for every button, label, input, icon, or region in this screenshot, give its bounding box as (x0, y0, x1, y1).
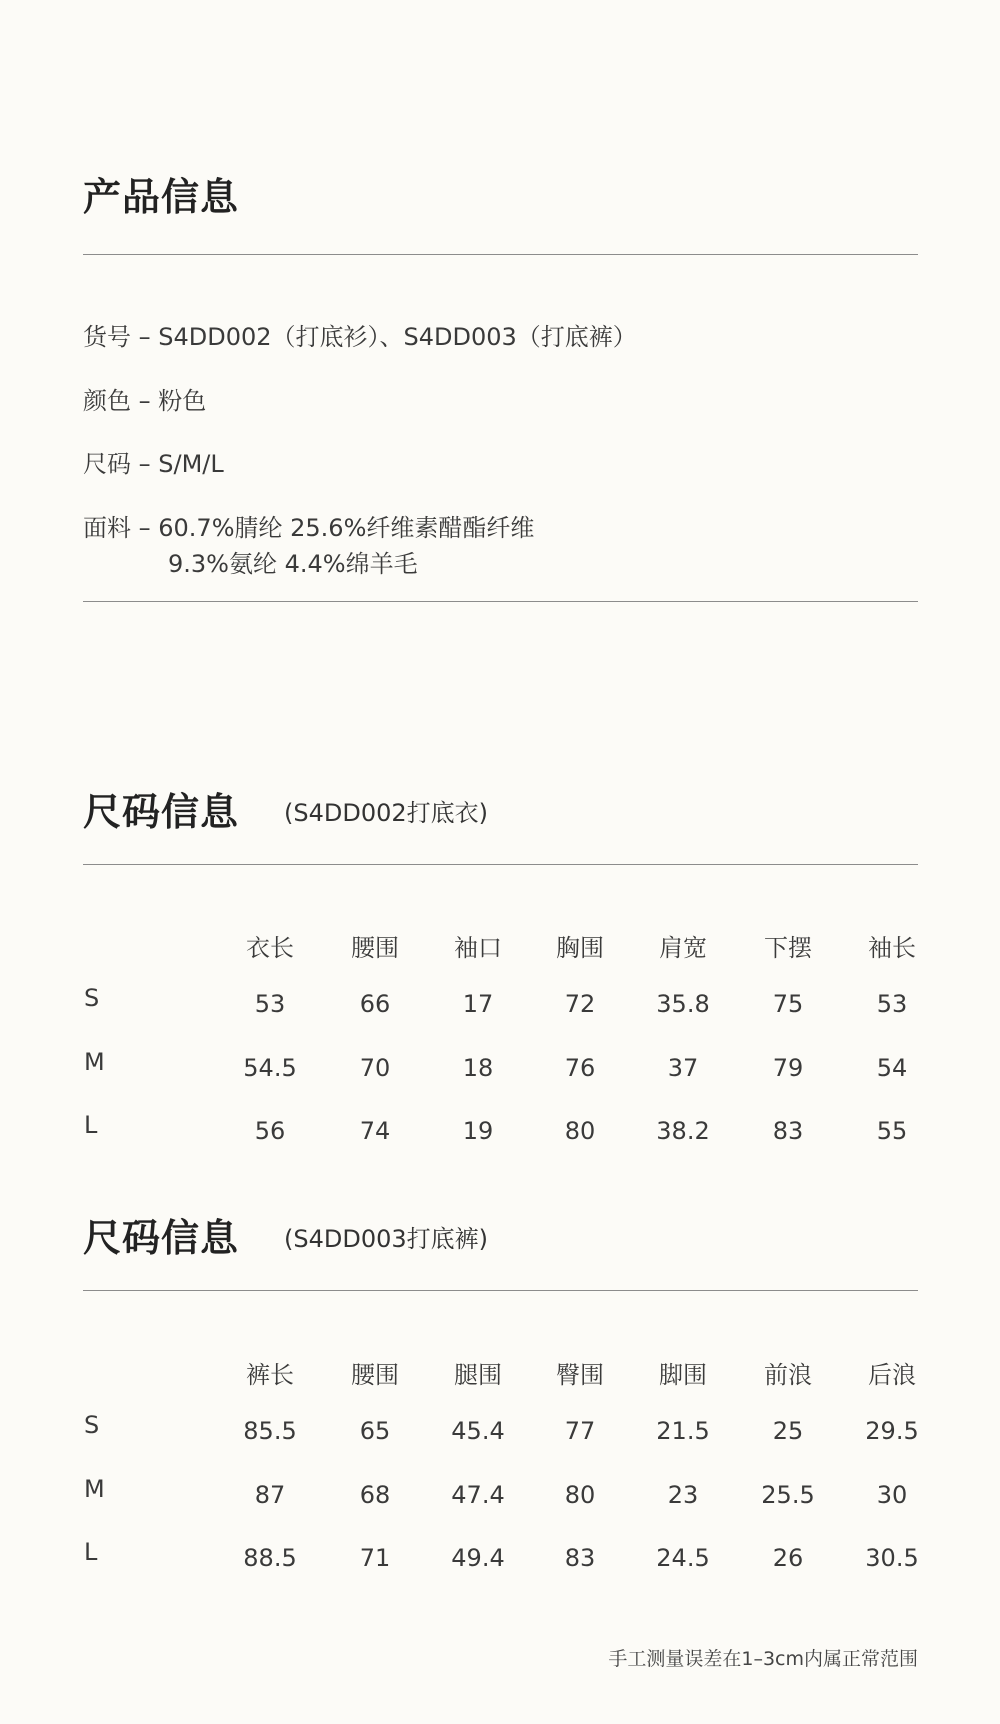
table-cell: 37 (667, 1054, 699, 1082)
fabric-line-continued: 9.3%氨纶 4.4%绵羊毛 (168, 550, 418, 578)
column-header: 脚围 (659, 1361, 707, 1389)
table-cell: 53 (876, 990, 908, 1018)
table-cell: 53 (254, 990, 286, 1018)
table-cell: 65 (359, 1417, 391, 1445)
column-header: 胸围 (556, 934, 604, 962)
table-cell: 71 (359, 1544, 391, 1572)
size-info-title-bottom: 尺码信息 (83, 1216, 240, 1260)
row-size-label: M (84, 1475, 105, 1503)
column-header: 衣长 (246, 934, 294, 962)
table-cell: 87 (254, 1481, 286, 1509)
column-header: 臀围 (556, 1361, 604, 1389)
table-cell: 30.5 (865, 1544, 919, 1572)
column-header: 肩宽 (659, 934, 707, 962)
table-cell: 76 (564, 1054, 596, 1082)
divider (83, 601, 918, 602)
divider (83, 1290, 918, 1291)
column-header: 前浪 (764, 1361, 812, 1389)
table-cell: 72 (564, 990, 596, 1018)
color-line: 颜色 – 粉色 (83, 387, 207, 415)
column-header: 下摆 (764, 934, 812, 962)
table-cell: 30 (876, 1481, 908, 1509)
size-info-subtitle-top: (S4DD002打底衣) (284, 799, 488, 827)
table-cell: 21.5 (656, 1417, 710, 1445)
table-cell: 35.8 (656, 990, 710, 1018)
table-cell: 70 (359, 1054, 391, 1082)
column-header: 腰围 (351, 934, 399, 962)
row-size-label: S (84, 1411, 100, 1439)
size-info-subtitle-bottom: (S4DD003打底裤) (284, 1225, 488, 1253)
table-cell: 24.5 (656, 1544, 710, 1572)
row-size-label: L (84, 1111, 98, 1139)
table-cell: 80 (564, 1117, 596, 1145)
table-cell: 56 (254, 1117, 286, 1145)
row-size-label: S (84, 984, 100, 1012)
size-line: 尺码 – S/M/L (83, 450, 224, 478)
table-cell: 54 (876, 1054, 908, 1082)
table-cell: 74 (359, 1117, 391, 1145)
table-cell: 54.5 (243, 1054, 297, 1082)
column-header: 后浪 (868, 1361, 916, 1389)
fabric-line: 面料 – 60.7%腈纶 25.6%纤维素醋酯纤维 (83, 514, 535, 542)
column-header: 袖长 (868, 934, 916, 962)
table-cell: 79 (772, 1054, 804, 1082)
table-cell: 77 (564, 1417, 596, 1445)
column-header: 袖口 (454, 934, 502, 962)
size-info-title-top: 尺码信息 (83, 790, 240, 834)
table-cell: 47.4 (451, 1481, 505, 1509)
table-cell: 25.5 (761, 1481, 815, 1509)
product-info-title: 产品信息 (83, 175, 240, 219)
table-cell: 18 (462, 1054, 494, 1082)
table-cell: 26 (772, 1544, 804, 1572)
table-cell: 49.4 (451, 1544, 505, 1572)
table-cell: 38.2 (656, 1117, 710, 1145)
table-cell: 55 (876, 1117, 908, 1145)
table-cell: 75 (772, 990, 804, 1018)
table-cell: 83 (772, 1117, 804, 1145)
table-cell: 19 (462, 1117, 494, 1145)
table-cell: 66 (359, 990, 391, 1018)
row-size-label: L (84, 1538, 98, 1566)
table-cell: 85.5 (243, 1417, 297, 1445)
table-cell: 25 (772, 1417, 804, 1445)
row-size-label: M (84, 1048, 105, 1076)
measurement-note: 手工测量误差在1–3cm内属正常范围 (608, 1648, 918, 1670)
table-cell: 68 (359, 1481, 391, 1509)
table-cell: 23 (667, 1481, 699, 1509)
table-cell: 45.4 (451, 1417, 505, 1445)
column-header: 腰围 (351, 1361, 399, 1389)
column-header: 腿围 (454, 1361, 502, 1389)
table-cell: 80 (564, 1481, 596, 1509)
sku-line: 货号 – S4DD002（打底衫）、S4DD003（打底裤） (83, 323, 637, 351)
divider (83, 254, 918, 255)
column-header: 裤长 (246, 1361, 294, 1389)
table-cell: 29.5 (865, 1417, 919, 1445)
table-cell: 88.5 (243, 1544, 297, 1572)
table-cell: 83 (564, 1544, 596, 1572)
table-cell: 17 (462, 990, 494, 1018)
divider (83, 864, 918, 865)
